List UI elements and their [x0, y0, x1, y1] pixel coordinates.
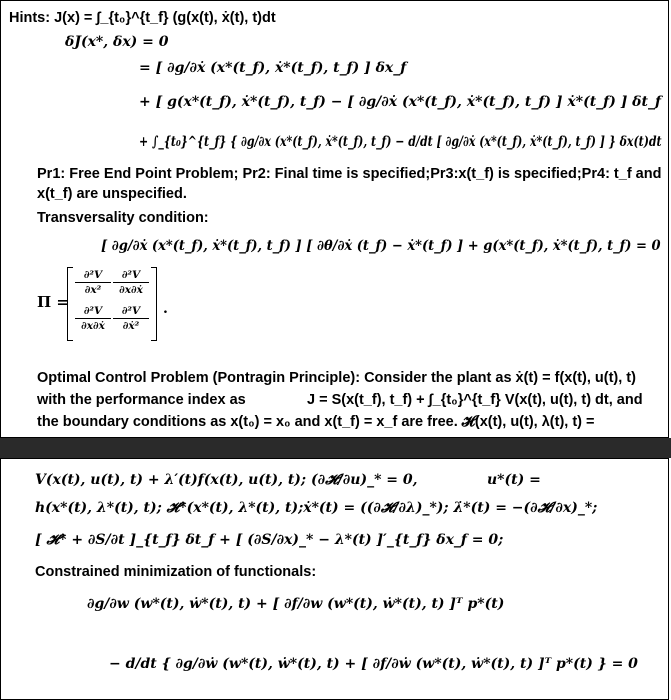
state-costate-line: h(x*(t), λ*(t), t); 𝓗*(x*(t), λ*(t), t);ẋ*(t) = ((∂𝓗/∂λ)_*); λ̇*(t) = −(∂𝓗/∂x)_*; — [35, 500, 598, 516]
matrix-right-bracket — [151, 267, 157, 341]
constrained-eq-line-1: ∂g/∂w (w*(t), ẇ*(t), t) + [ ∂f/∂w (w*(t), ẇ*(t), t) ]ᵀ p*(t) — [87, 596, 505, 612]
ocp-line-2-left: with the performance index as — [37, 392, 246, 408]
matrix-cell-22: $\frac{\text{∂²V}}{\text{∂ẋ²}}$ — [113, 305, 149, 332]
variation-term-1: = [ ∂g/∂ẋ (x*(t_f), ẋ*(t_f), t_f) ] δx_f — [139, 60, 407, 76]
transversality-equation: [ ∂g/∂ẋ (x*(t_f), ẋ*(t_f), t_f) ] [ ∂θ/∂ẋ (t_f) − ẋ*(t_f) ] + g(x*(t_f), ẋ*(t_f), t_f) = 0 — [101, 238, 661, 254]
hessian-matrix — [37, 263, 197, 343]
problems-line-1: Pr1: Free End Point Problem; Pr2: Final time is specified;Pr3:x(t_f) is specified;Pr4: t_f and — [37, 166, 662, 182]
delta-j-line: δJ(x*, δx) = 0 — [65, 34, 169, 50]
hamiltonian-line: V(x(t), u(t), t) + λ′(t)f(x(t), u(t), t); (∂𝓗/∂u)_* = 0, — [35, 472, 418, 488]
bottom-panel — [0, 458, 669, 700]
variation-term-2: + [ g(x*(t_f), ẋ*(t_f), t_f) − [ ∂g/∂ẋ (x*(t_f), ẋ*(t_f), t_f) ] ẋ*(t_f) ] δt_f — [139, 94, 662, 110]
panel-separator — [0, 438, 671, 458]
matrix-trailing-dot: . — [163, 301, 168, 317]
ocp-line-1: Optimal Control Problem (Pontragin Principle): Consider the plant as ẋ(t) = f(x(t), u(t), t) — [37, 370, 636, 386]
matrix-cell-21: $\frac{\text{∂²V}}{\text{∂x∂ẋ}}$ — [75, 305, 111, 332]
ocp-line-2-right: J = S(x(t_f), t_f) + ∫_{t₀}^{t_f} V(x(t), u(t), t) dt, and — [307, 392, 643, 408]
matrix-label: Π = — [37, 293, 69, 311]
optimal-control-label: u*(t) = — [487, 472, 541, 488]
constrained-min-title: Constrained minimization of functionals: — [35, 564, 317, 580]
transversality-title: Transversality condition: — [37, 210, 209, 226]
boundary-condition-line: [ 𝓗* + ∂S/∂t ]_{t_f} δt_f + [ (∂S/∂x)_* − λ*(t) ]′_{t_f} δx_f = 0; — [35, 532, 504, 548]
hints-line: Hints: J(x) = ∫_{t₀}^{t_f} (g(x(t), ẋ(t), t)dt — [9, 10, 276, 26]
variation-term-3: + ∫_{t₀}^{t_f} { ∂g/∂x (x*(t_f), ẋ*(t_f), t_f) − d/dt [ ∂g/∂ẋ (x*(t_f), ẋ*(t_f), t_f) ] } δx(t)dt — [139, 134, 662, 150]
matrix-cell-11: $\frac{\text{∂²V}}{\text{∂x²}}$ — [75, 269, 111, 296]
matrix-left-bracket — [67, 267, 73, 341]
problems-line-2: x(t_f) are unspecified. — [37, 186, 187, 202]
matrix-cell-12: $\frac{\text{∂²V}}{\text{∂x∂ẋ}}$ — [113, 269, 149, 296]
constrained-eq-line-2: − d/dt { ∂g/∂ẇ (w*(t), ẇ*(t), t) + [ ∂f/∂ẇ (w*(t), ẇ*(t), t) ]ᵀ p*(t) } = 0 — [109, 656, 638, 672]
ocp-line-3: the boundary conditions as x(t₀) = x₀ and x(t_f) = x_f are free. 𝓗(x(t), u(t), λ(t), t) = — [37, 414, 595, 430]
